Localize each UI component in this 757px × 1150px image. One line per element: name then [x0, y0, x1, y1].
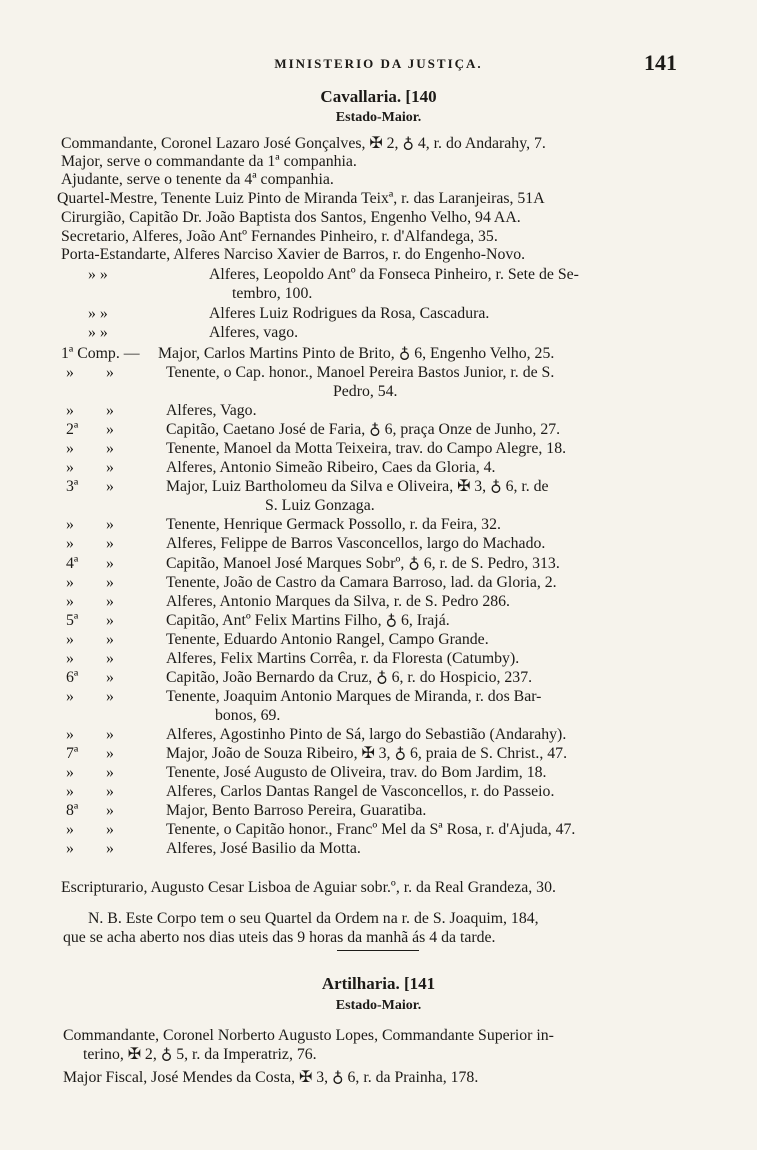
ditto-mark: » [106, 593, 114, 610]
staff-line: Porta-Estandarte, Alferes Narciso Xavier de Barros, r. do Engenho-Novo. [61, 246, 526, 263]
company-row-text: S. Luiz Gonzaga. [265, 497, 375, 514]
company-row-text: Major, Luiz Bartholomeu da Silva e Oliveira, ✠ 3, ♁ 6, r. de [166, 478, 549, 495]
company-marker: 5ª [66, 612, 79, 629]
artilharia-line-2: terino, ✠ 2, ♁ 5, r. da Imperatriz, 76. [83, 1046, 317, 1063]
company-row-text: bonos, 69. [215, 707, 281, 724]
artilharia-line-1: Commandante, Coronel Norberto Augusto Lopes, Commandante Superior in- [63, 1027, 554, 1044]
staff-line: Cirurgião, Capitão Dr. João Baptista dos Santos, Engenho Velho, 94 AA. [61, 209, 521, 226]
porta-row-text: Alferes, vago. [209, 324, 299, 341]
ditto-mark: » [106, 688, 114, 705]
ditto-marks: » » [88, 324, 108, 341]
company-row-text: Major, Bento Barroso Pereira, Guaratiba. [166, 802, 427, 819]
artilharia-subtitle: Estado-Maior. [335, 998, 422, 1013]
company-marker: » [66, 459, 74, 476]
company-marker: » [66, 840, 74, 857]
company-marker: » [66, 574, 74, 591]
company-marker: » [66, 516, 74, 533]
ditto-mark: » [106, 478, 114, 495]
cavallaria-title: Cavallaria. [140 [320, 87, 437, 106]
ditto-marks: » » [88, 305, 108, 322]
staff-line: Ajudante, serve o tenente da 4ª companhia. [61, 171, 334, 188]
ditto-mark: » [106, 574, 114, 591]
staff-line: Secretario, Alferes, João Antº Fernandes Pinheiro, r. d'Alfandega, 35. [61, 228, 498, 245]
escripturario: Escripturario, Augusto Cesar Lisboa de Aguiar sobr.º, r. da Real Grandeza, 30. [61, 879, 556, 896]
company-row-text: Capitão, Manoel José Marques Sobrº, ♁ 6, r. de S. Pedro, 313. [166, 555, 560, 572]
artilharia-line-3: Major Fiscal, José Mendes da Costa, ✠ 3, ♁ 6, r. da Prainha, 178. [63, 1069, 479, 1086]
company-row-text: Alferes, Vago. [166, 402, 257, 419]
porta-row-text: Alferes Luiz Rodrigues da Rosa, Cascadura. [209, 305, 490, 322]
ditto-mark: » [106, 612, 114, 629]
company-row-text: Capitão, Caetano José de Faria, ♁ 6, praça Onze de Junho, 27. [166, 421, 561, 438]
company-row-text: Capitão, João Bernardo da Cruz, ♁ 6, r. do Hospicio, 237. [166, 669, 533, 686]
company-row-text: Alferes, José Basilio da Motta. [166, 840, 361, 857]
ditto-mark: » [106, 840, 114, 857]
company-marker: » [66, 631, 74, 648]
ditto-mark: » [106, 802, 114, 819]
artilharia-title: Artilharia. [141 [321, 974, 436, 993]
company-marker: 2ª [66, 421, 79, 438]
ditto-mark: » [106, 631, 114, 648]
company-row-text: Alferes, Carlos Dantas Rangel de Vasconcellos, r. do Passeio. [166, 783, 555, 800]
company-row-text: Alferes, Antonio Simeão Ribeiro, Caes da Gloria, 4. [166, 459, 496, 476]
porta-row-text: tembro, 100. [232, 285, 313, 302]
company-marker: 8ª [66, 802, 79, 819]
nb-line-1: N. B. Este Corpo tem o seu Quartel da Ordem na r. de S. Joaquim, 184, [88, 910, 539, 927]
company-marker: » [66, 650, 74, 667]
ditto-mark: » [106, 459, 114, 476]
company-row-text: Tenente, João de Castro da Camara Barroso, lad. da Gloria, 2. [166, 574, 557, 591]
company-marker: » [66, 402, 74, 419]
company-marker: » [66, 726, 74, 743]
company-row-text: Major, João de Souza Ribeiro, ✠ 3, ♁ 6, praia de S. Christ., 47. [166, 745, 568, 762]
company-marker: » [66, 535, 74, 552]
company-row-text: Capitão, Antº Felix Martins Filho, ♁ 6, Irajá. [166, 612, 450, 629]
ditto-mark: » [106, 402, 114, 419]
staff-line: Major, serve o commandante da 1ª companhia. [61, 153, 357, 170]
company-marker: » [66, 783, 74, 800]
ditto-mark: » [106, 783, 114, 800]
ditto-mark: » [106, 555, 114, 572]
company-row-text: Tenente, Henrique Germack Possollo, r. da Feira, 32. [166, 516, 501, 533]
company-marker: 1ª Comp. — [61, 345, 140, 362]
ditto-mark: » [106, 364, 114, 381]
company-row-text: Major, Carlos Martins Pinto de Brito, ♁ 6, Engenho Velho, 25. [158, 345, 555, 362]
company-row-text: Alferes, Felix Martins Corrêa, r. da Floresta (Catumby). [166, 650, 520, 667]
ditto-mark: » [106, 440, 114, 457]
company-row-text: Tenente, José Augusto de Oliveira, trav. do Bom Jardim, 18. [166, 764, 547, 781]
company-row-text: Tenente, Joaquim Antonio Marques de Miranda, r. dos Bar- [166, 688, 542, 705]
ditto-mark: » [106, 421, 114, 438]
ditto-mark: » [106, 821, 114, 838]
company-row-text: Alferes, Felippe de Barros Vasconcellos, largo do Machado. [166, 535, 546, 552]
cavallaria-subtitle: Estado-Maior. [335, 110, 422, 125]
running-header: MINISTERIO DA JUSTIÇA. [274, 56, 483, 71]
company-row-text: Tenente, o Capitão honor., Francº Mel da Sª Rosa, r. d'Ajuda, 47. [166, 821, 576, 838]
page-number: 141 [644, 50, 677, 75]
ditto-mark: » [106, 650, 114, 667]
company-marker: 3ª [66, 478, 79, 495]
company-marker: » [66, 764, 74, 781]
company-marker: » [66, 688, 74, 705]
staff-line: Quartel-Mestre, Tenente Luiz Pinto de Miranda Teixª, r. das Laranjeiras, 51A [57, 190, 545, 207]
porta-row-text: Alferes, Leopoldo Antº da Fonseca Pinheiro, r. Sete de Se- [209, 266, 579, 283]
company-row-text: Alferes, Agostinho Pinto de Sá, largo do Sebastião (Andarahy). [166, 726, 567, 743]
company-marker: » [66, 593, 74, 610]
company-marker: » [66, 364, 74, 381]
company-marker: 4ª [66, 555, 79, 572]
ditto-mark: » [106, 516, 114, 533]
nb-line-2: que se acha aberto nos dias uteis das 9 horas da manhã ás 4 da tarde. [63, 929, 496, 946]
ditto-mark: » [106, 669, 114, 686]
section-divider [337, 950, 419, 951]
company-row-text: Pedro, 54. [333, 383, 398, 400]
company-row-text: Alferes, Antonio Marques da Silva, r. de S. Pedro 286. [166, 593, 510, 610]
company-row-text: Tenente, o Cap. honor., Manoel Pereira Bastos Junior, r. de S. [166, 364, 555, 381]
company-marker: » [66, 440, 74, 457]
company-marker: 7ª [66, 745, 79, 762]
ditto-mark: » [106, 764, 114, 781]
ditto-marks: » » [88, 266, 108, 283]
ditto-mark: » [106, 535, 114, 552]
company-row-text: Tenente, Manoel da Motta Teixeira, trav. do Campo Alegre, 18. [166, 440, 567, 457]
staff-line: Commandante, Coronel Lazaro José Gonçalves, ✠ 2, ♁ 4, r. do Andarahy, 7. [61, 135, 546, 152]
company-row-text: Tenente, Eduardo Antonio Rangel, Campo Grande. [166, 631, 489, 648]
company-marker: » [66, 821, 74, 838]
ditto-mark: » [106, 726, 114, 743]
ditto-mark: » [106, 745, 114, 762]
company-marker: 6ª [66, 669, 79, 686]
